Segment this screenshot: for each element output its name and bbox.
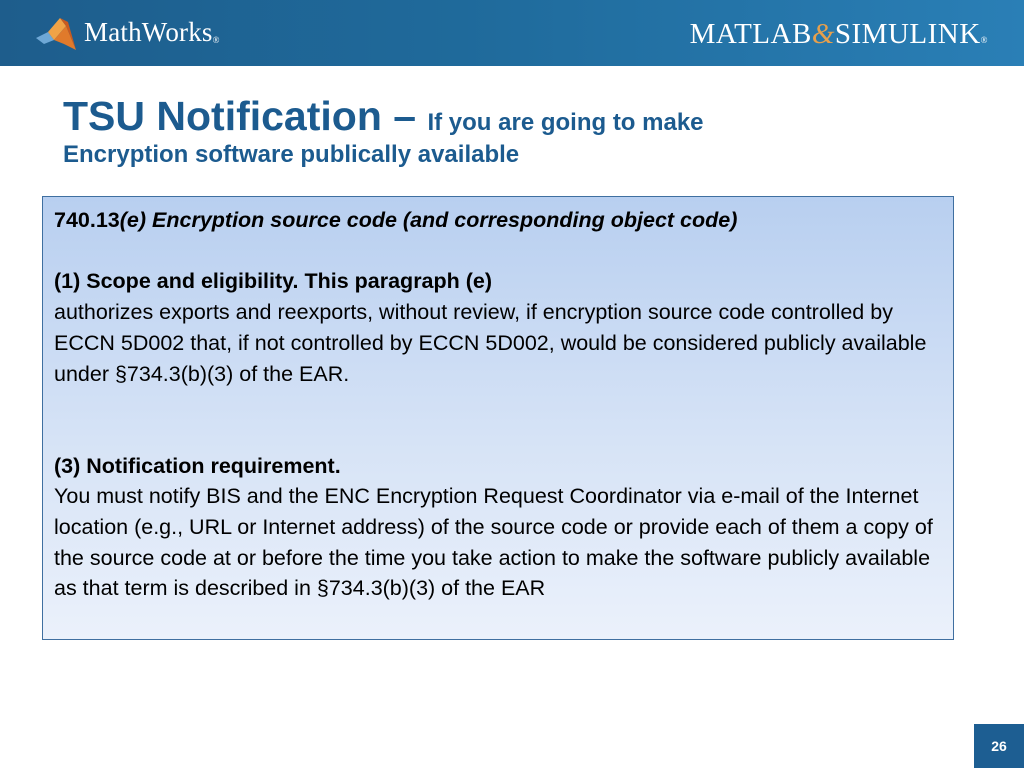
scope-text: authorizes exports and reexports, without review, if encryption source code controlled by ECCN 5D002 that, if not controlled by ECCN 5D002, would be considered publicly available under §734.3(b)(3) of the EAR. (54, 300, 927, 386)
simulink-brand: SIMULINK (834, 18, 981, 50)
title-main: TSU Notification – (63, 93, 428, 139)
mathworks-wordmark (84, 15, 220, 49)
section-heading-line (54, 205, 943, 236)
header-banner (0, 0, 1024, 66)
title-line-2: Encryption software publically available (63, 141, 520, 168)
spacer (54, 236, 943, 267)
page-number: 26 (991, 738, 1007, 754)
title-subtitle: If you are going to make (427, 109, 704, 136)
product-registered-mark: ® (980, 35, 988, 45)
mathworks-membrane-logo-icon (34, 14, 78, 54)
spacer (54, 389, 943, 450)
matlab-brand: MATLAB (689, 18, 812, 50)
matlab-simulink-wordmark (690, 16, 988, 52)
scope-heading: (1) Scope and eligibility. This paragraph (e) (54, 269, 493, 294)
brand-ampersand: & (811, 18, 835, 50)
mathworks-name: MathWorks (84, 17, 213, 47)
page-number-badge (974, 724, 1024, 768)
slide-title (63, 92, 943, 170)
section-ref: 740.13 (54, 208, 120, 232)
regulation-text-box (42, 196, 954, 640)
notification-heading: (3) Notification requirement. (54, 453, 341, 478)
notification-text: You must notify BIS and the ENC Encryption Request Coordinator via e-mail of the Internet location (e.g., URL or Internet address) of the source code or provide each of them a copy of the source code at or before the time you take action to make the software publicly available as that term is described in §734.3(b)(3) of the EAR (54, 484, 933, 601)
mathworks-registered-mark: ® (212, 35, 220, 45)
section-heading: (e) Encryption source code (and corresponding object code) (119, 208, 738, 232)
